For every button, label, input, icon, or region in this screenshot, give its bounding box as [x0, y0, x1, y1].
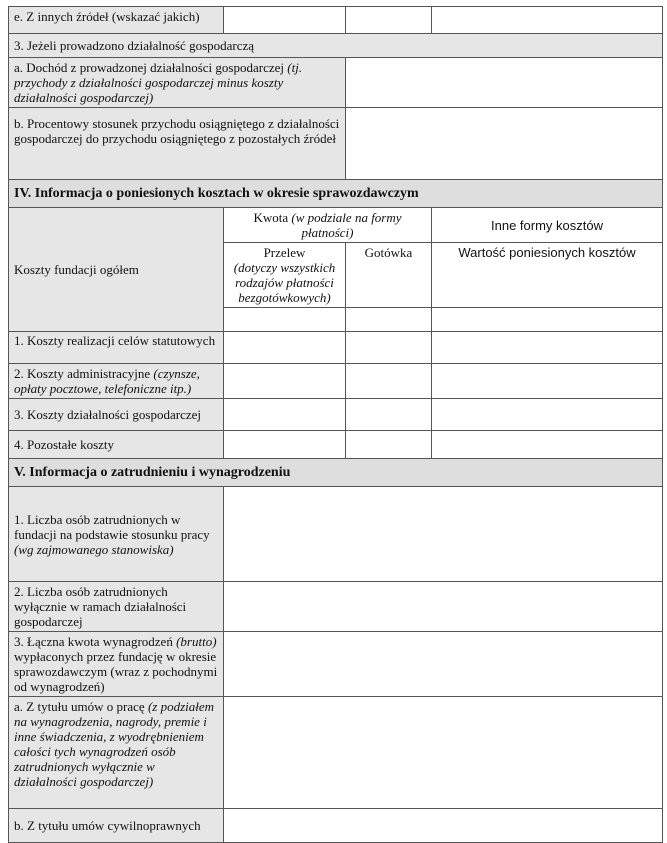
row-other-sources	[9, 7, 663, 34]
civil-contracts-label: b. Z tytułu umów cywilnoprawnych	[9, 809, 224, 843]
other-cost-forms-header: Inne formy kosztów	[432, 208, 663, 243]
revenue-ratio-label: b. Procentowy stosunek przychodu osiągniętego z działalności gospodarczej do przychodu osiągniętego z pozostałych źródeł	[9, 108, 346, 180]
other-costs-other[interactable]	[432, 431, 663, 459]
business-costs-row	[9, 399, 663, 431]
total-salaries-note: (brutto)	[176, 634, 217, 649]
section-iv-title: IV. Informacja o poniesionych kosztach w okresie sprawozdawczym	[9, 180, 663, 208]
row-business-activity-header	[9, 34, 663, 58]
admin-costs-row	[9, 364, 663, 399]
amount-header-text: Kwota	[253, 210, 289, 225]
total-salaries-row	[9, 632, 663, 697]
business-costs-label: 3. Koszty działalności gospodarczej	[9, 399, 224, 431]
civil-contracts-row	[9, 809, 663, 843]
business-employees-label: 2. Liczba osób zatrudnionych wyłącznie w ramach działalności gospodarczej	[9, 582, 224, 632]
cash-header: Gotówka	[346, 243, 432, 308]
employees-label	[9, 487, 224, 582]
employment-contracts-label	[9, 697, 224, 809]
financial-report-form	[8, 6, 663, 843]
statutory-costs-label: 1. Koszty realizacji celów statutowych	[9, 332, 224, 364]
total-salaries-text-2: wypłaconych przez fundację w okresie sprawozdawczym (wraz z pochodnymi od wynagrodzeń)	[14, 649, 218, 694]
other-costs-row	[9, 431, 663, 459]
employment-contracts-text: a. Z tytułu umów o pracę	[14, 699, 145, 714]
employees-note: (wg zajmowanego stanowiska)	[14, 541, 174, 557]
employees-row	[9, 487, 663, 582]
transfer-header	[224, 243, 346, 308]
total-salaries-text: 3. Łączna kwota wynagrodzeń	[14, 634, 173, 649]
employees-text: 1. Liczba osób zatrudnionych w fundacji na podstawie stosunku pracy	[14, 511, 210, 542]
total-salaries-field[interactable]	[224, 632, 663, 697]
costs-header-row-1	[9, 208, 663, 243]
employees-field[interactable]	[224, 487, 663, 582]
other-sources-field-3[interactable]	[432, 7, 663, 34]
business-employees-row	[9, 582, 663, 632]
statutory-costs-cash[interactable]	[346, 332, 432, 364]
total-costs-other-field[interactable]	[432, 308, 663, 332]
other-sources-field-1[interactable]	[224, 7, 346, 34]
admin-costs-label	[9, 364, 224, 399]
business-income-text: a. Dochód z prowadzonej działalności gospodarczej	[14, 60, 285, 75]
statutory-costs-other[interactable]	[432, 332, 663, 364]
total-costs-label: Koszty fundacji ogółem	[9, 208, 224, 332]
employment-contracts-field[interactable]	[224, 697, 663, 809]
total-costs-cash-field[interactable]	[346, 308, 432, 332]
revenue-ratio-field[interactable]	[346, 108, 663, 180]
transfer-header-note: (dotyczy wszystkich rodzajów płatności bezgotówkowych)	[233, 260, 336, 305]
admin-costs-text: 2. Koszty administracyjne	[14, 366, 151, 381]
admin-costs-transfer[interactable]	[224, 364, 346, 399]
section-v-title: V. Informacja o zatrudnieniu i wynagrodzeniu	[9, 459, 663, 487]
other-costs-transfer[interactable]	[224, 431, 346, 459]
total-salaries-label	[9, 632, 224, 697]
transfer-header-text: Przelew	[263, 245, 306, 260]
business-income-note: (tj. przychody z działalności gospodarczej minus koszty działalności gospodarczej)	[14, 60, 303, 105]
business-income-label	[9, 58, 346, 108]
total-costs-transfer-field[interactable]	[224, 308, 346, 332]
cost-value-header: Wartość poniesionych kosztów	[432, 243, 663, 308]
business-employees-field[interactable]	[224, 582, 663, 632]
section-v-header-row	[9, 459, 663, 487]
business-costs-other[interactable]	[432, 399, 663, 431]
statutory-costs-transfer[interactable]	[224, 332, 346, 364]
amount-header	[224, 208, 432, 243]
admin-costs-cash[interactable]	[346, 364, 432, 399]
amount-header-note: (w podziale na formy płatności)	[291, 210, 402, 240]
other-costs-cash[interactable]	[346, 431, 432, 459]
employment-contracts-row	[9, 697, 663, 809]
employment-contracts-note: (z podziałem na wynagrodzenia, nagrody, premie i inne świadczenia, z wyodrębnieniem całości tych wynagrodzeń osób zatrudnionych wyłącznie w działalności gospodarczej)	[14, 699, 215, 789]
row-business-income	[9, 58, 663, 108]
section-iv-header-row	[9, 180, 663, 208]
business-activity-heading: 3. Jeżeli prowadzono działalność gospodarczą	[9, 34, 663, 58]
business-income-field[interactable]	[346, 58, 663, 108]
other-costs-label: 4. Pozostałe koszty	[9, 431, 224, 459]
other-sources-field-2[interactable]	[346, 7, 432, 34]
statutory-costs-row	[9, 332, 663, 364]
business-costs-cash[interactable]	[346, 399, 432, 431]
admin-costs-other[interactable]	[432, 364, 663, 399]
civil-contracts-field[interactable]	[224, 809, 663, 843]
business-costs-transfer[interactable]	[224, 399, 346, 431]
row-revenue-ratio	[9, 108, 663, 180]
other-sources-label: e. Z innych źródeł (wskazać jakich)	[9, 7, 224, 34]
admin-costs-note: (czynsze, opłaty pocztowe, telefoniczne itp.)	[14, 366, 200, 396]
